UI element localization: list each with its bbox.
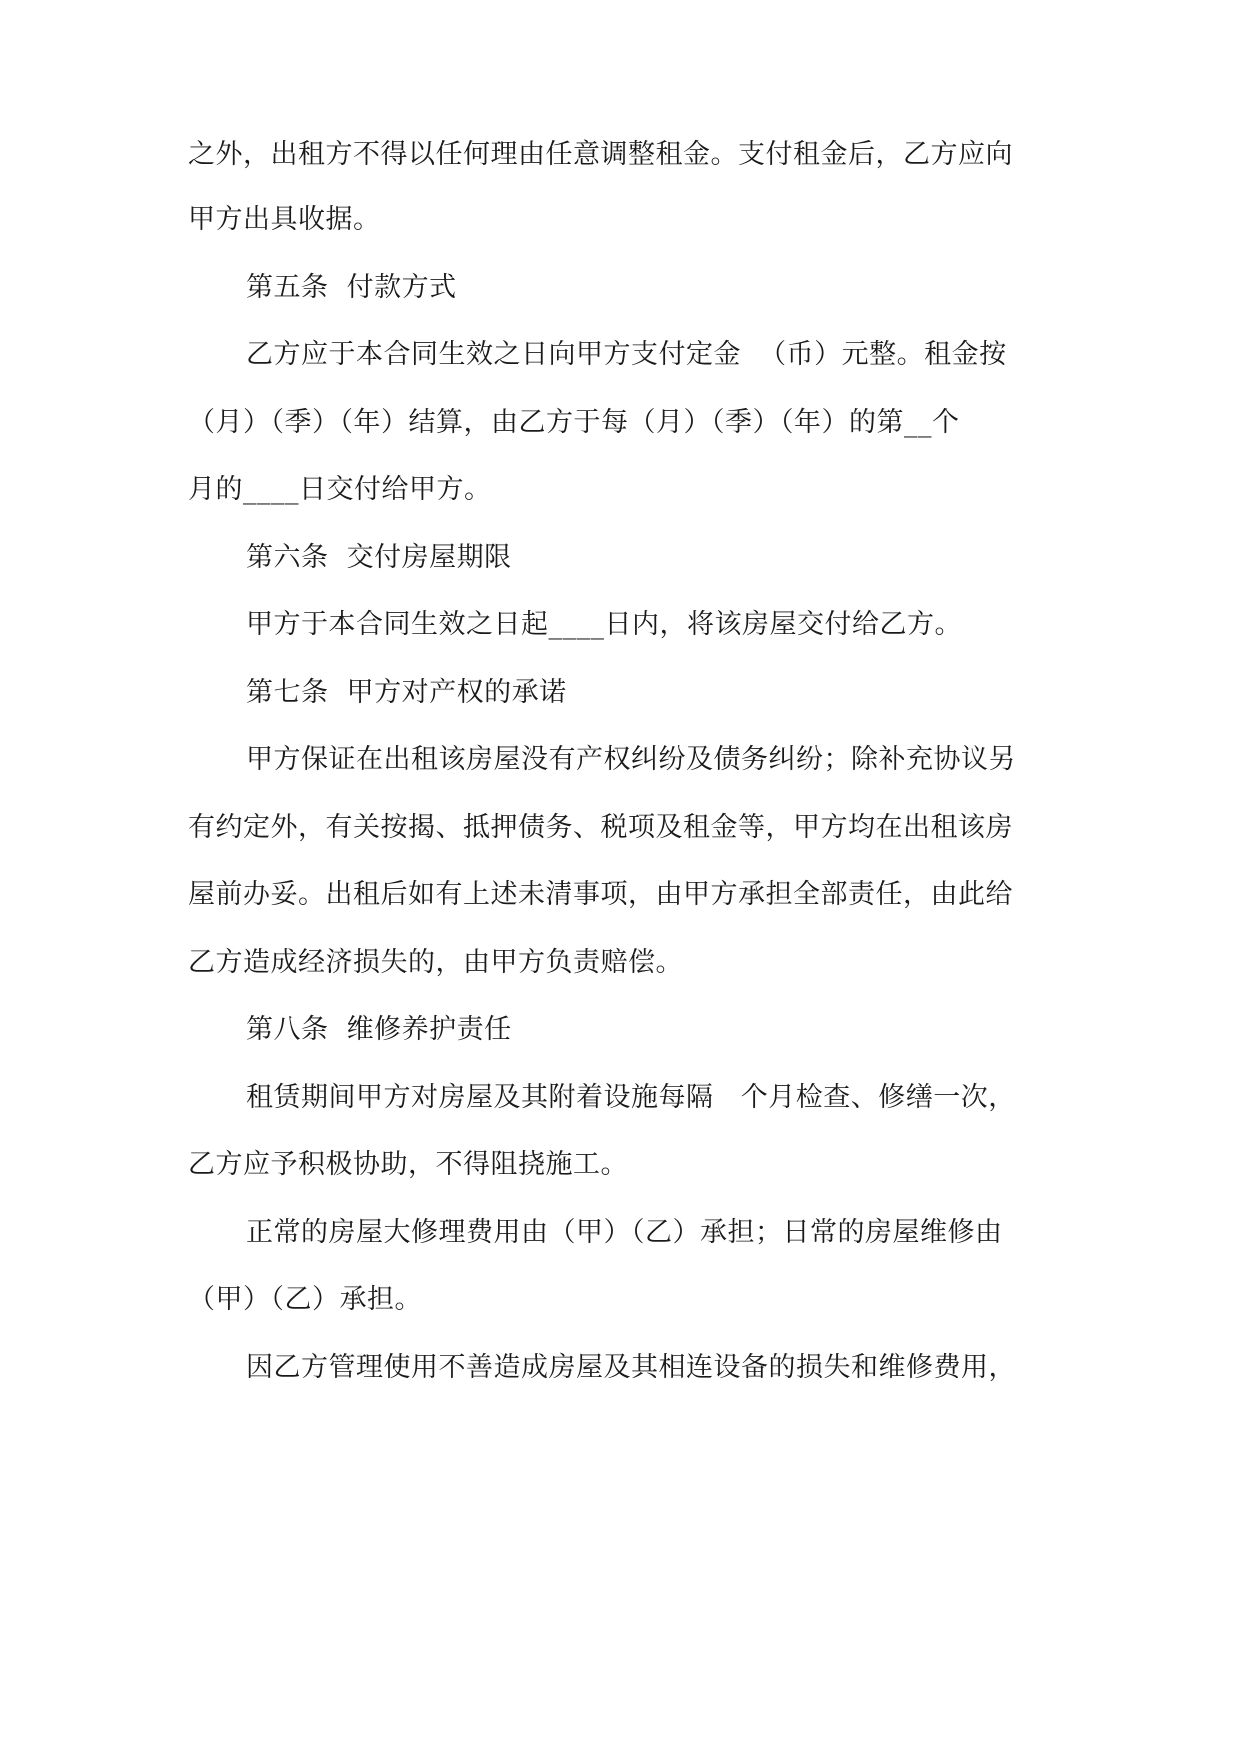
- paragraph-line: 因乙方管理使用不善造成房屋及其相连设备的损失和维修费用，: [246, 1352, 1016, 1383]
- paragraph-line: （甲）（乙）承担。: [188, 1284, 422, 1315]
- paragraph-line: 正常的房屋大修理费用由（甲）（乙）承担；日常的房屋维修由: [246, 1217, 1003, 1248]
- section-heading: 第七条 甲方对产权的承诺: [246, 677, 567, 708]
- paragraph-line: 甲方于本合同生效之日起____日内，将该房屋交付给乙方。: [246, 609, 962, 640]
- paragraph-line: 乙方应予积极协助，不得阻挠施工。: [188, 1149, 628, 1180]
- paragraph-line: 租赁期间甲方对房屋及其附着设施每隔 个月检查、修缮一次，: [246, 1082, 1016, 1113]
- section-heading: 第六条 交付房屋期限: [246, 542, 512, 573]
- paragraph-line: 有约定外，有关按揭、抵押债务、税项及租金等，甲方均在出租该房: [188, 812, 1013, 843]
- paragraph-line: 甲方保证在出租该房屋没有产权纠纷及债务纠纷；除补充协议另: [246, 744, 1016, 775]
- paragraph-line: （月）（季）（年）结算，由乙方于每（月）（季）（年）的第__个: [188, 407, 960, 438]
- paragraph-line: 乙方应于本合同生效之日向甲方支付定金 （币）元整。租金按: [246, 339, 1007, 370]
- paragraph-line: 屋前办妥。出租后如有上述未清事项，由甲方承担全部责任，由此给: [188, 879, 1013, 910]
- section-heading: 第五条 付款方式: [246, 272, 457, 303]
- section-heading: 第八条 维修养护责任: [246, 1014, 512, 1045]
- paragraph-line: 甲方出具收据。: [188, 204, 381, 235]
- paragraph-line: 乙方造成经济损失的，由甲方负责赔偿。: [188, 947, 683, 978]
- paragraph-line: 月的____日交付给甲方。: [188, 474, 492, 505]
- paragraph-line: 之外，出租方不得以任何理由任意调整租金。支付租金后，乙方应向: [188, 139, 1013, 170]
